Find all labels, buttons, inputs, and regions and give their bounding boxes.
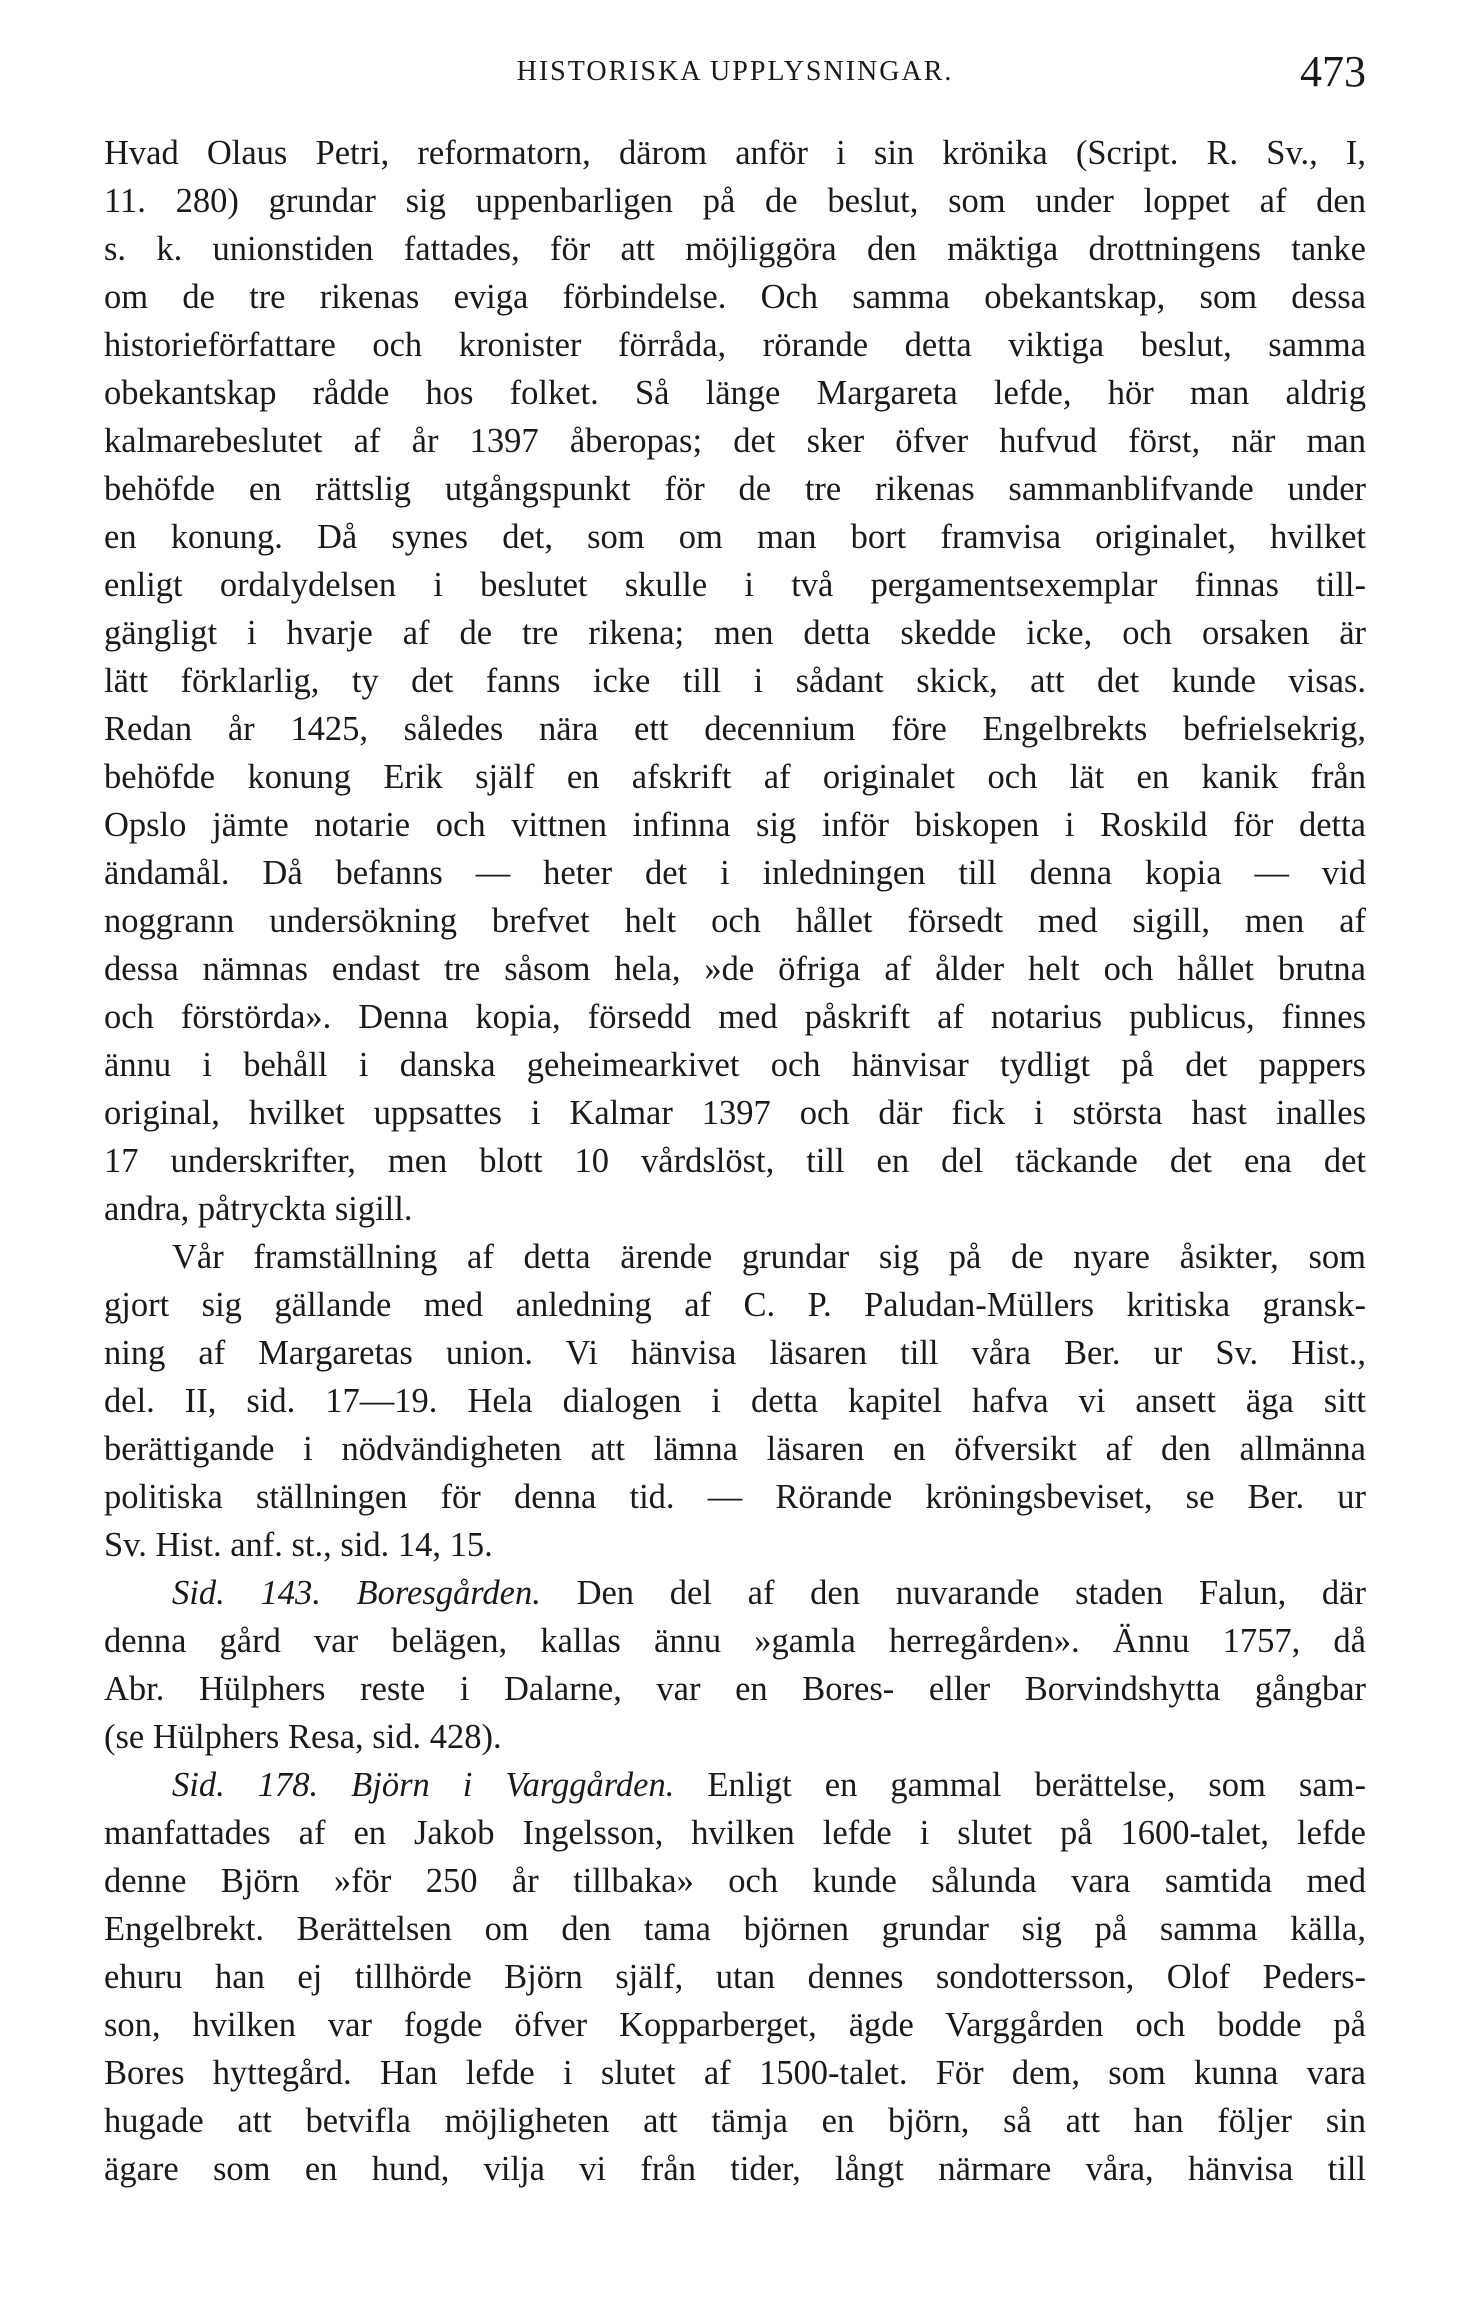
text-line [104, 273, 1366, 321]
text-segment: kalmarebeslutet af år 1397 åberopas; det sker öfver hufvud först, när man [104, 422, 1366, 460]
text-segment: obekantskap rådde hos folket. Så länge Margareta lefde, hör man aldrig [104, 374, 1366, 412]
text-segment: gängligt i hvarje af de tre rikena; men detta skedde icke, och orsaken är [104, 614, 1366, 652]
text-segment: andra, påtryckta sigill. [104, 1190, 413, 1228]
text-segment: son, hvilken var fogde öfver Kopparberget, ägde Varggården och bodde på [104, 2006, 1366, 2044]
text-line [104, 1281, 1366, 1329]
text-segment: berättigande i nödvändigheten att lämna läsaren en öfversikt af den allmänna [104, 1430, 1366, 1468]
text-line [104, 993, 1366, 1041]
text-line [104, 1809, 1366, 1857]
text-line [104, 1137, 1366, 1185]
note-reference: Sid. 178. Björn i Varggården. [172, 1766, 675, 1804]
text-segment: Den del af den nuvarande staden Falun, där [540, 1574, 1366, 1612]
body-text [104, 129, 1366, 2193]
text-segment: Redan år 1425, således nära ett decennium före Engelbrekts befrielsekrig, [104, 710, 1366, 748]
text-segment: Abr. Hülphers reste i Dalarne, var en Bores- eller Borvindshytta gångbar [104, 1670, 1366, 1708]
text-line [104, 1569, 1366, 1617]
text-line [104, 1521, 1366, 1569]
text-line [104, 177, 1366, 225]
text-segment: om de tre rikenas eviga förbindelse. Och samma obekantskap, som dessa [104, 278, 1366, 316]
text-segment: Sv. Hist. anf. st., sid. 14, 15. [104, 1526, 493, 1564]
text-segment: hugade att betvifla möjligheten att tämja en björn, så att han följer sin [104, 2102, 1366, 2140]
text-line [104, 705, 1366, 753]
text-line [104, 1473, 1366, 1521]
text-line [104, 1617, 1366, 1665]
text-segment: Enligt en gammal berättelse, som sam- [674, 1766, 1366, 1804]
text-segment: 17 underskrifter, men blott 10 vårdslöst, till en del täckande det ena det [104, 1142, 1366, 1180]
running-head: HISTORISKA UPPLYSNINGAR. [516, 56, 954, 87]
text-line [104, 945, 1366, 993]
text-segment: behöfde konung Erik själf en afskrift af originalet och lät en kanik från [104, 758, 1366, 796]
text-segment: (se Hülphers Resa, sid. 428). [104, 1718, 502, 1756]
text-segment: Engelbrekt. Berättelsen om den tama björnen grundar sig på samma källa, [104, 1910, 1366, 1948]
text-line [104, 1233, 1366, 1281]
text-segment: s. k. unionstiden fattades, för att möjliggöra den mäktiga drottningens tanke [104, 230, 1366, 268]
text-line [104, 2145, 1366, 2193]
text-segment: Vår framställning af detta ärende grundar sig på de nyare åsikter, som [172, 1238, 1366, 1276]
text-line [104, 609, 1366, 657]
text-line [104, 1953, 1366, 2001]
text-line [104, 465, 1366, 513]
text-line [104, 897, 1366, 945]
text-line [104, 2001, 1366, 2049]
text-line [104, 1665, 1366, 1713]
text-line [104, 849, 1366, 897]
note-reference: Sid. 143. Boresgården. [172, 1574, 541, 1612]
text-line [104, 2049, 1366, 2097]
text-segment: del. II, sid. 17—19. Hela dialogen i detta kapitel hafva vi ansett äga sitt [104, 1382, 1366, 1420]
text-segment: enligt ordalydelsen i beslutet skulle i två pergamentsexemplar finnas till- [104, 566, 1366, 604]
text-line [104, 1329, 1366, 1377]
text-segment: 11. 280) grundar sig uppenbarligen på de beslut, som under loppet af den [104, 182, 1366, 220]
text-line [104, 321, 1366, 369]
text-line [104, 513, 1366, 561]
text-segment: behöfde en rättslig utgångspunkt för de tre rikenas sammanblifvande under [104, 470, 1366, 508]
text-line [104, 1857, 1366, 1905]
text-line [104, 1185, 1366, 1233]
text-segment: en konung. Då synes det, som om man bort framvisa originalet, hvilket [104, 518, 1366, 556]
text-line [104, 657, 1366, 705]
text-segment: ägare som en hund, vilja vi från tider, långt närmare våra, hänvisa till [104, 2150, 1366, 2188]
text-line [104, 1377, 1366, 1425]
text-segment: ning af Margaretas union. Vi hänvisa läsaren till våra Ber. ur Sv. Hist., [104, 1334, 1366, 1372]
text-line [104, 369, 1366, 417]
page-number: 473 [1300, 47, 1366, 96]
text-line [104, 1713, 1366, 1761]
text-segment: noggrann undersökning brefvet helt och hållet försedt med sigill, men af [104, 902, 1366, 940]
text-line [104, 1905, 1366, 1953]
text-line [104, 417, 1366, 465]
text-line [104, 1761, 1366, 1809]
text-segment: gjort sig gällande med anledning af C. P. Paludan-Müllers kritiska gransk- [104, 1286, 1366, 1324]
text-line [104, 801, 1366, 849]
text-segment: denna gård var belägen, kallas ännu »gamla herregården». Ännu 1757, då [104, 1622, 1366, 1660]
text-segment: Hvad Olaus Petri, reformatorn, därom anför i sin krönika (Script. R. Sv., I, [104, 134, 1366, 172]
text-line [104, 225, 1366, 273]
text-line [104, 1425, 1366, 1473]
text-line [104, 1041, 1366, 1089]
text-segment: ehuru han ej tillhörde Björn själf, utan dennes sondottersson, Olof Peders- [104, 1958, 1366, 1996]
text-segment: ännu i behåll i danska geheimearkivet och hänvisar tydligt på det pappers [104, 1046, 1366, 1084]
page-header [104, 47, 1366, 102]
text-segment: och förstörda». Denna kopia, försedd med påskrift af notarius publicus, finnes [104, 998, 1366, 1036]
text-segment: manfattades af en Jakob Ingelsson, hvilken lefde i slutet på 1600-talet, lefde [104, 1814, 1366, 1852]
text-line [104, 561, 1366, 609]
text-segment: denne Björn »för 250 år tillbaka» och kunde sålunda vara samtida med [104, 1862, 1366, 1900]
text-line [104, 1089, 1366, 1137]
text-segment: ändamål. Då befanns — heter det i inledningen till denna kopia — vid [104, 854, 1366, 892]
text-segment: Bores hyttegård. Han lefde i slutet af 1500-talet. För dem, som kunna vara [104, 2054, 1366, 2092]
text-segment: original, hvilket uppsattes i Kalmar 1397 och där fick i största hast inalles [104, 1094, 1366, 1132]
text-segment: politiska ställningen för denna tid. — Rörande kröningsbeviset, se Ber. ur [104, 1478, 1366, 1516]
text-segment: Opslo jämte notarie och vittnen infinna sig inför biskopen i Roskild för detta [104, 806, 1366, 844]
text-segment: lätt förklarlig, ty det fanns icke till i sådant skick, att det kunde visas. [104, 662, 1366, 700]
text-line [104, 129, 1366, 177]
text-segment: dessa nämnas endast tre såsom hela, »de öfriga af ålder helt och hållet brutna [104, 950, 1366, 988]
text-segment: historieförfattare och kronister förråda, rörande detta viktiga beslut, samma [104, 326, 1366, 364]
text-line [104, 2097, 1366, 2145]
text-line [104, 753, 1366, 801]
